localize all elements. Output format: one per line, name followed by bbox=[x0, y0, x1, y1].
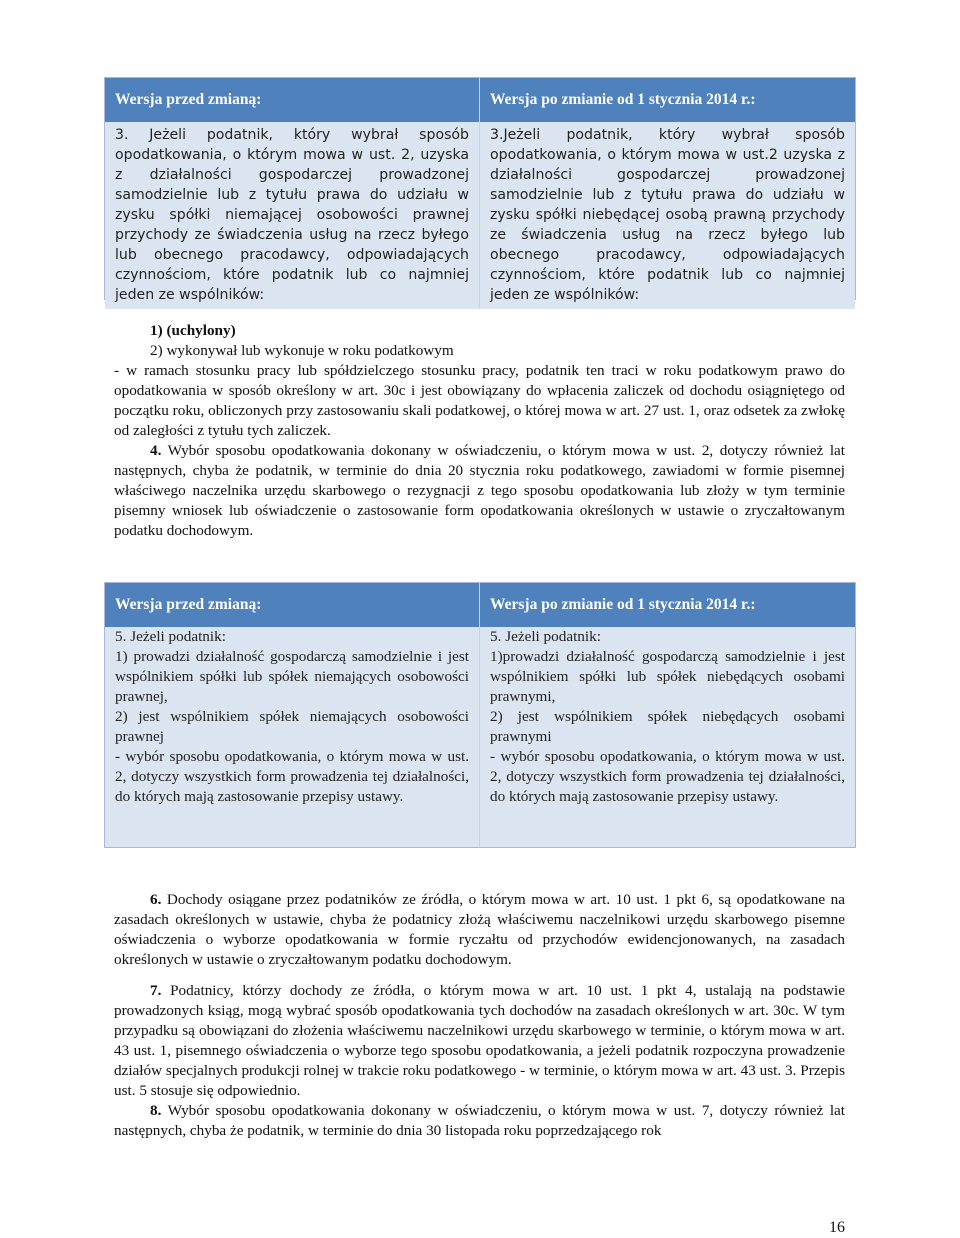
paragraph-7 bbox=[114, 981, 845, 1101]
cell-after-change bbox=[479, 122, 855, 309]
paragraph-5-point-2: 2) jest wspólnikiem spółek niebędących osobami prawnymi bbox=[490, 708, 845, 745]
body-section-2 bbox=[114, 890, 845, 1141]
paragraph-5-conclusion: - wybór sposobu opodatkowania, o którym mowa w ust. 2, dotyczy wszystkich form prowadzenia tej działalności, do których mają zastosowanie przepisy ustawy. bbox=[490, 748, 845, 805]
comparison-table-2 bbox=[104, 582, 856, 848]
paragraph-5-point-1: 1) prowadzi działalność gospodarczą samodzielnie i jest wspólnikiem spółki lub spółek niemających osobowości prawnej, bbox=[115, 648, 469, 705]
paragraph-7-number: 7. bbox=[150, 982, 162, 999]
paragraph-4-number: 4. bbox=[150, 442, 162, 459]
cell-before-change bbox=[105, 627, 479, 847]
header-after-change: Wersja po zmianie od 1 stycznia 2014 r.: bbox=[479, 78, 855, 122]
paragraph-7-text: Podatnicy, którzy dochody ze źródła, o którym mowa w art. 10 ust. 1 pkt 4, ustalają na podstawie prowadzonych ksiąg, mogą wybrać sposób opodatkowania tych dochodów na zasadach określonych w art. 30c. W tym przypadku są obowiązani do złożenia właściwemu naczelnikowi urzędu skarbowego w terminie, o którym mowa w art. 43 ust. 1, pisemnego oświadczenia o wyborze tego sposobu opodatkowania, a jeżeli podatnik rozpoczyna prowadzenie działów specjalnych produkcji rolnej w trakcie roku podatkowego - w terminie, o którym mowa w art. 43 ust. 3. Przepis ust. 5 stosuje się odpowiednio. bbox=[114, 982, 845, 1099]
paragraph-5-point-2: 2) jest wspólnikiem spółek niemających osobowości prawnej bbox=[115, 708, 469, 745]
paragraph-5-intro: 5. Jeżeli podatnik: bbox=[115, 628, 226, 645]
paragraph-5-point-1: 1)prowadzi działalność gospodarczą samodzielnie i jest wspólnikiem spółki lub spółek niebędących osobami prawnymi, bbox=[490, 648, 845, 705]
paragraph-8 bbox=[114, 1101, 845, 1141]
cell-before-change bbox=[105, 122, 479, 309]
paragraph-6-number: 6. bbox=[150, 891, 162, 908]
paragraph-6-text: Dochody osiągane przez podatników ze źródła, o którym mowa w art. 10 ust. 1 pkt 6, są opodatkowane na zasadach określonych w ustawie, chyba że podatnicy złożą właściwemu naczelnikowi urzędu skarbowego pisemne oświadczenia o wyborze opodatkowania w formie ryczałtu od przychodów ewidencjonowanych, na zasadach określonych w ustawie o zryczałtowanym podatku dochodowym. bbox=[114, 891, 845, 968]
list-item-2: 2) wykonywał lub wykonuje w roku podatkowym bbox=[150, 342, 454, 359]
text-before-change: 3. Jeżeli podatnik, który wybrał sposób opodatkowania, o którym mowa w ust. 2, uzyska z działalności gospodarczej prowadzonej samodzielnie lub z tytułu prawa do udziału w zysku spółki niemającej osobowości prawnej przychody ze świadczenia usług na rzecz byłego lub obecnego pracodawcy, odpowiadających czynnościom, które podatnik lub co najmniej jeden ze wspólników: bbox=[115, 127, 469, 303]
paragraph-8-number: 8. bbox=[150, 1102, 162, 1119]
paragraph-8-text: Wybór sposobu opodatkowania dokonany w oświadczeniu, o którym mowa w ust. 7, dotyczy również lat następnych, chyba że podatnik, w terminie do dnia 30 listopada roku poprzedzającego rok bbox=[114, 1102, 845, 1139]
paragraph-6 bbox=[114, 890, 845, 970]
paragraph-4 bbox=[114, 441, 845, 541]
paragraph-4-text: Wybór sposobu opodatkowania dokonany w oświadczeniu, o którym mowa w ust. 2, dotyczy również lat następnych, chyba że podatnik, w terminie do dnia 20 stycznia roku podatkowego, zawiadomi w formie pisemnej właściwego naczelnika urzędu skarbowego o rezygnacji z tego sposobu opodatkowania lub złoży w tym terminie pisemny wniosek lub oświadczenie o zastosowanie form opodatkowania określonych w ustawie o zryczałtowanym podatku dochodowym. bbox=[114, 442, 845, 539]
header-before-change: Wersja przed zmianą: bbox=[105, 583, 479, 627]
comparison-table-1 bbox=[104, 77, 856, 303]
page-number: 16 bbox=[829, 1219, 845, 1236]
body-section-1 bbox=[114, 321, 845, 541]
header-before-change: Wersja przed zmianą: bbox=[105, 78, 479, 122]
list-item-1: 1) (uchylony) bbox=[150, 322, 236, 339]
paragraph-5-conclusion: - wybór sposobu opodatkowania, o którym mowa w ust. 2, dotyczy wszystkich form prowadzenia tej działalności, do których mają zastosowanie przepisy ustawy. bbox=[115, 748, 469, 805]
text-after-change: 3.Jeżeli podatnik, który wybrał sposób opodatkowania, o którym mowa w ust.2 uzyska z działalności gospodarczej prowadzonej samodzielnie lub z tytułu prawa do udziału w zysku spółki niebędącej osobą prawną przychody ze świadczenia usług na rzecz byłego lub obecnego pracodawcy, odpowiadających czynnościom, które podatnik lub co najmniej jeden ze wspólników: bbox=[490, 127, 845, 303]
header-after-change: Wersja po zmianie od 1 stycznia 2014 r.: bbox=[479, 583, 855, 627]
paragraph-5-intro: 5. Jeżeli podatnik: bbox=[490, 628, 601, 645]
dash-paragraph: - w ramach stosunku pracy lub spółdzielczego stosunku pracy, podatnik ten traci w roku podatkowym prawo do opodatkowania w sposób określony w art. 30c i jest obowiązany do wpłacenia zaliczek od dochodu osiągniętego od początku roku, obliczonych przy zastosowaniu skali podatkowej, o której mowa w art. 27 ust. 1, oraz odsetek za zwłokę od zaległości z tytułu tych zaliczek. bbox=[114, 362, 845, 439]
cell-after-change bbox=[479, 627, 855, 847]
